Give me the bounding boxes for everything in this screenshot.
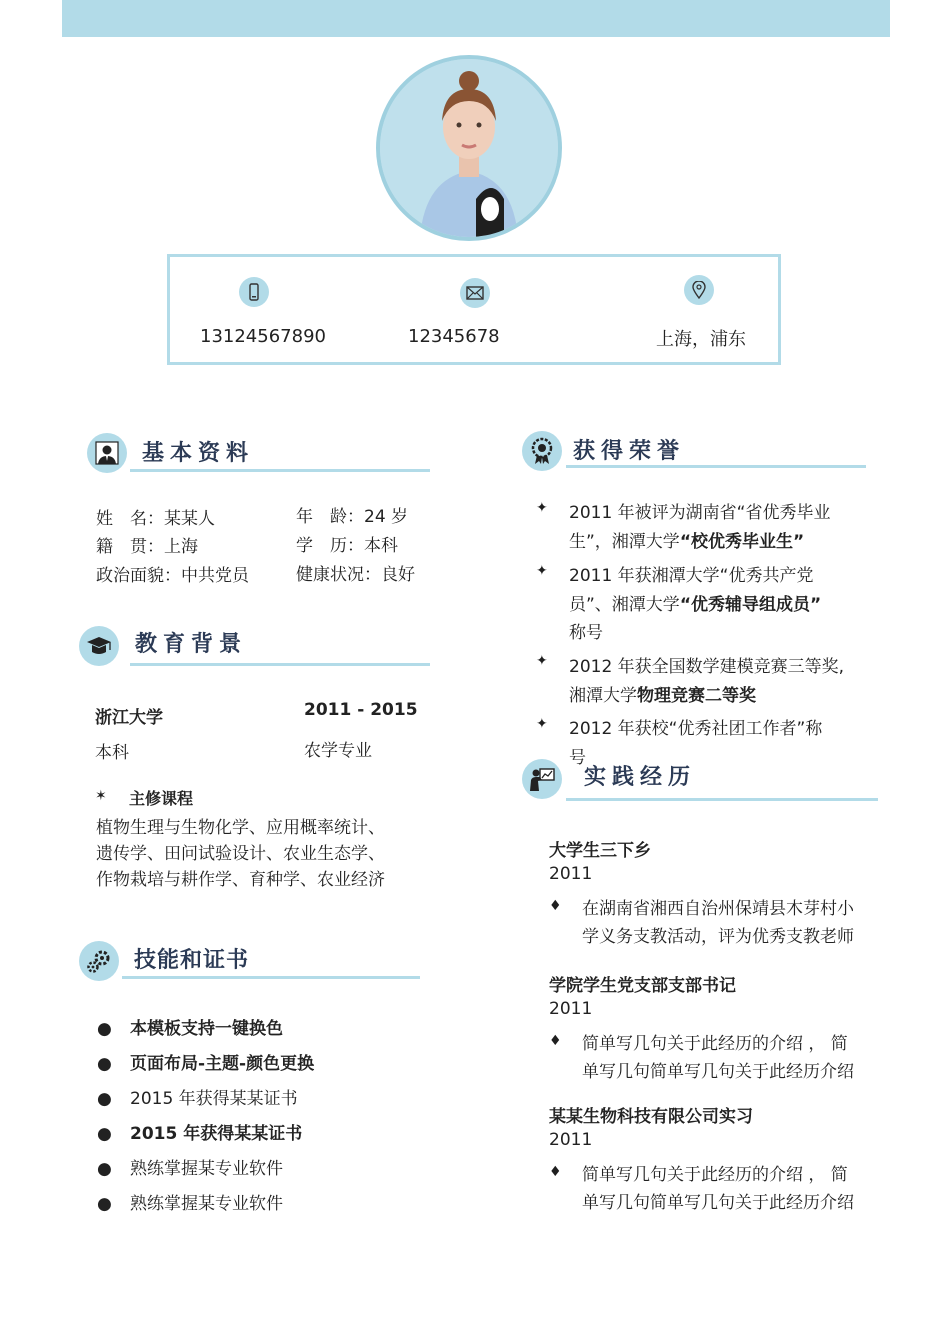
- gears-icon: [79, 941, 119, 981]
- section-divider: [122, 976, 420, 979]
- practice-title: 学院学生党支部支部书记: [549, 976, 736, 996]
- phone-number: 13124567890: [200, 326, 326, 347]
- star-icon: ✶: [95, 788, 107, 804]
- basic-degree: 学 历：本科: [296, 536, 398, 556]
- top-banner: [62, 0, 890, 37]
- skill-item: ● 熟练掌握某专业软件: [97, 1159, 283, 1179]
- sparkle-icon: ✦: [536, 653, 548, 669]
- honor-text: 湘潭大学物理竞赛二等奖: [569, 686, 756, 706]
- portrait-image: [380, 59, 558, 237]
- basic-age: 年 龄：24 岁: [296, 507, 409, 527]
- practice-desc: 简单写几句关于此经历的介绍 ， 简: [582, 1165, 848, 1185]
- section-title-practice: 实践经历: [584, 765, 697, 790]
- basic-health: 健康状况：良好: [296, 565, 415, 585]
- edu-level: 本科: [95, 743, 129, 763]
- section-title-education: 教育背景: [135, 632, 248, 657]
- edu-period: 2011 - 2015: [304, 700, 418, 720]
- section-title-honors: 获得荣誉: [573, 439, 686, 464]
- course-line: 植物生理与生物化学、应用概率统计、: [96, 818, 385, 838]
- honor-text: 2012 年获全国数学建模竞赛三等奖,: [569, 657, 845, 677]
- avatar: [376, 55, 562, 241]
- edu-major: 农学专业: [304, 741, 372, 761]
- course-line: 遗传学、田问试验设计、农业生态学、: [96, 844, 385, 864]
- honor-text: 2011 年获湘潭大学“优秀共产党: [569, 566, 814, 586]
- diamond-icon: ♦: [549, 898, 562, 914]
- courses-list: [96, 815, 385, 893]
- practice-year: 2011: [549, 999, 593, 1019]
- course-line: 作物栽培与耕作学、育种学、农业经济: [96, 870, 385, 890]
- courses-title: 主修课程: [129, 789, 194, 808]
- basic-name: 姓 名：某某人: [96, 509, 215, 529]
- skill-item: ● 本模板支持一键换色: [97, 1019, 283, 1039]
- skill-item: ● 2015 年获得某某证书: [97, 1089, 298, 1109]
- practice-desc: 单写几句简单写几句关于此经历介绍: [582, 1062, 854, 1082]
- person-icon: [87, 433, 127, 473]
- sparkle-icon: ✦: [536, 500, 548, 516]
- skill-item: ● 熟练掌握某专业软件: [97, 1194, 283, 1214]
- skill-item: ● 2015 年获得某某证书: [97, 1124, 303, 1144]
- honor-text: 2011 年被评为湖南省“省优秀毕业: [569, 503, 831, 523]
- practice-title: 大学生三下乡: [549, 841, 651, 861]
- presenter-icon: [522, 759, 562, 799]
- medal-icon: [522, 431, 562, 471]
- practice-year: 2011: [549, 864, 593, 884]
- practice-desc: 单写几句简单写几句关于此经历介绍: [582, 1193, 854, 1213]
- section-title-skills: 技能和证书: [134, 948, 250, 973]
- diamond-icon: ♦: [549, 1033, 562, 1049]
- section-divider: [566, 798, 878, 801]
- edu-school: 浙江大学: [95, 708, 163, 728]
- location-value: 上海，浦东: [656, 329, 746, 350]
- basic-politics: 政治面貌：中共党员: [96, 566, 249, 586]
- email-value: 12345678: [408, 326, 500, 347]
- section-title-basic: 基本资料: [142, 441, 255, 466]
- diamond-icon: ♦: [549, 1164, 562, 1180]
- honor-text: 号: [569, 748, 586, 768]
- practice-title: 某某生物科技有限公司实习: [549, 1107, 753, 1127]
- section-divider: [566, 465, 866, 468]
- honor-text: 生”，湘潭大学“校优秀毕业生”: [569, 532, 805, 552]
- section-divider: [130, 663, 430, 666]
- honor-text: 2012 年获校“优秀社团工作者”称: [569, 719, 823, 739]
- location-pin-icon: [684, 275, 714, 305]
- email-icon: [460, 278, 490, 308]
- honor-text: 员”、湘潭大学“优秀辅导组成员”: [569, 595, 822, 615]
- skill-item: ● 页面布局-主题-颜色更换: [97, 1054, 315, 1074]
- practice-desc: 学义务支教活动，评为优秀支教老师: [582, 927, 854, 947]
- honor-text: 称号: [569, 623, 603, 643]
- section-divider: [130, 469, 430, 472]
- practice-year: 2011: [549, 1130, 593, 1150]
- graduation-cap-icon: [79, 626, 119, 666]
- sparkle-icon: ✦: [536, 716, 548, 732]
- practice-desc: 简单写几句关于此经历的介绍 ， 简: [582, 1034, 848, 1054]
- phone-icon: [239, 277, 269, 307]
- practice-desc: 在湖南省湘西自治州保靖县木芽村小: [582, 899, 854, 919]
- basic-origin: 籍 贯：上海: [96, 537, 198, 557]
- sparkle-icon: ✦: [536, 563, 548, 579]
